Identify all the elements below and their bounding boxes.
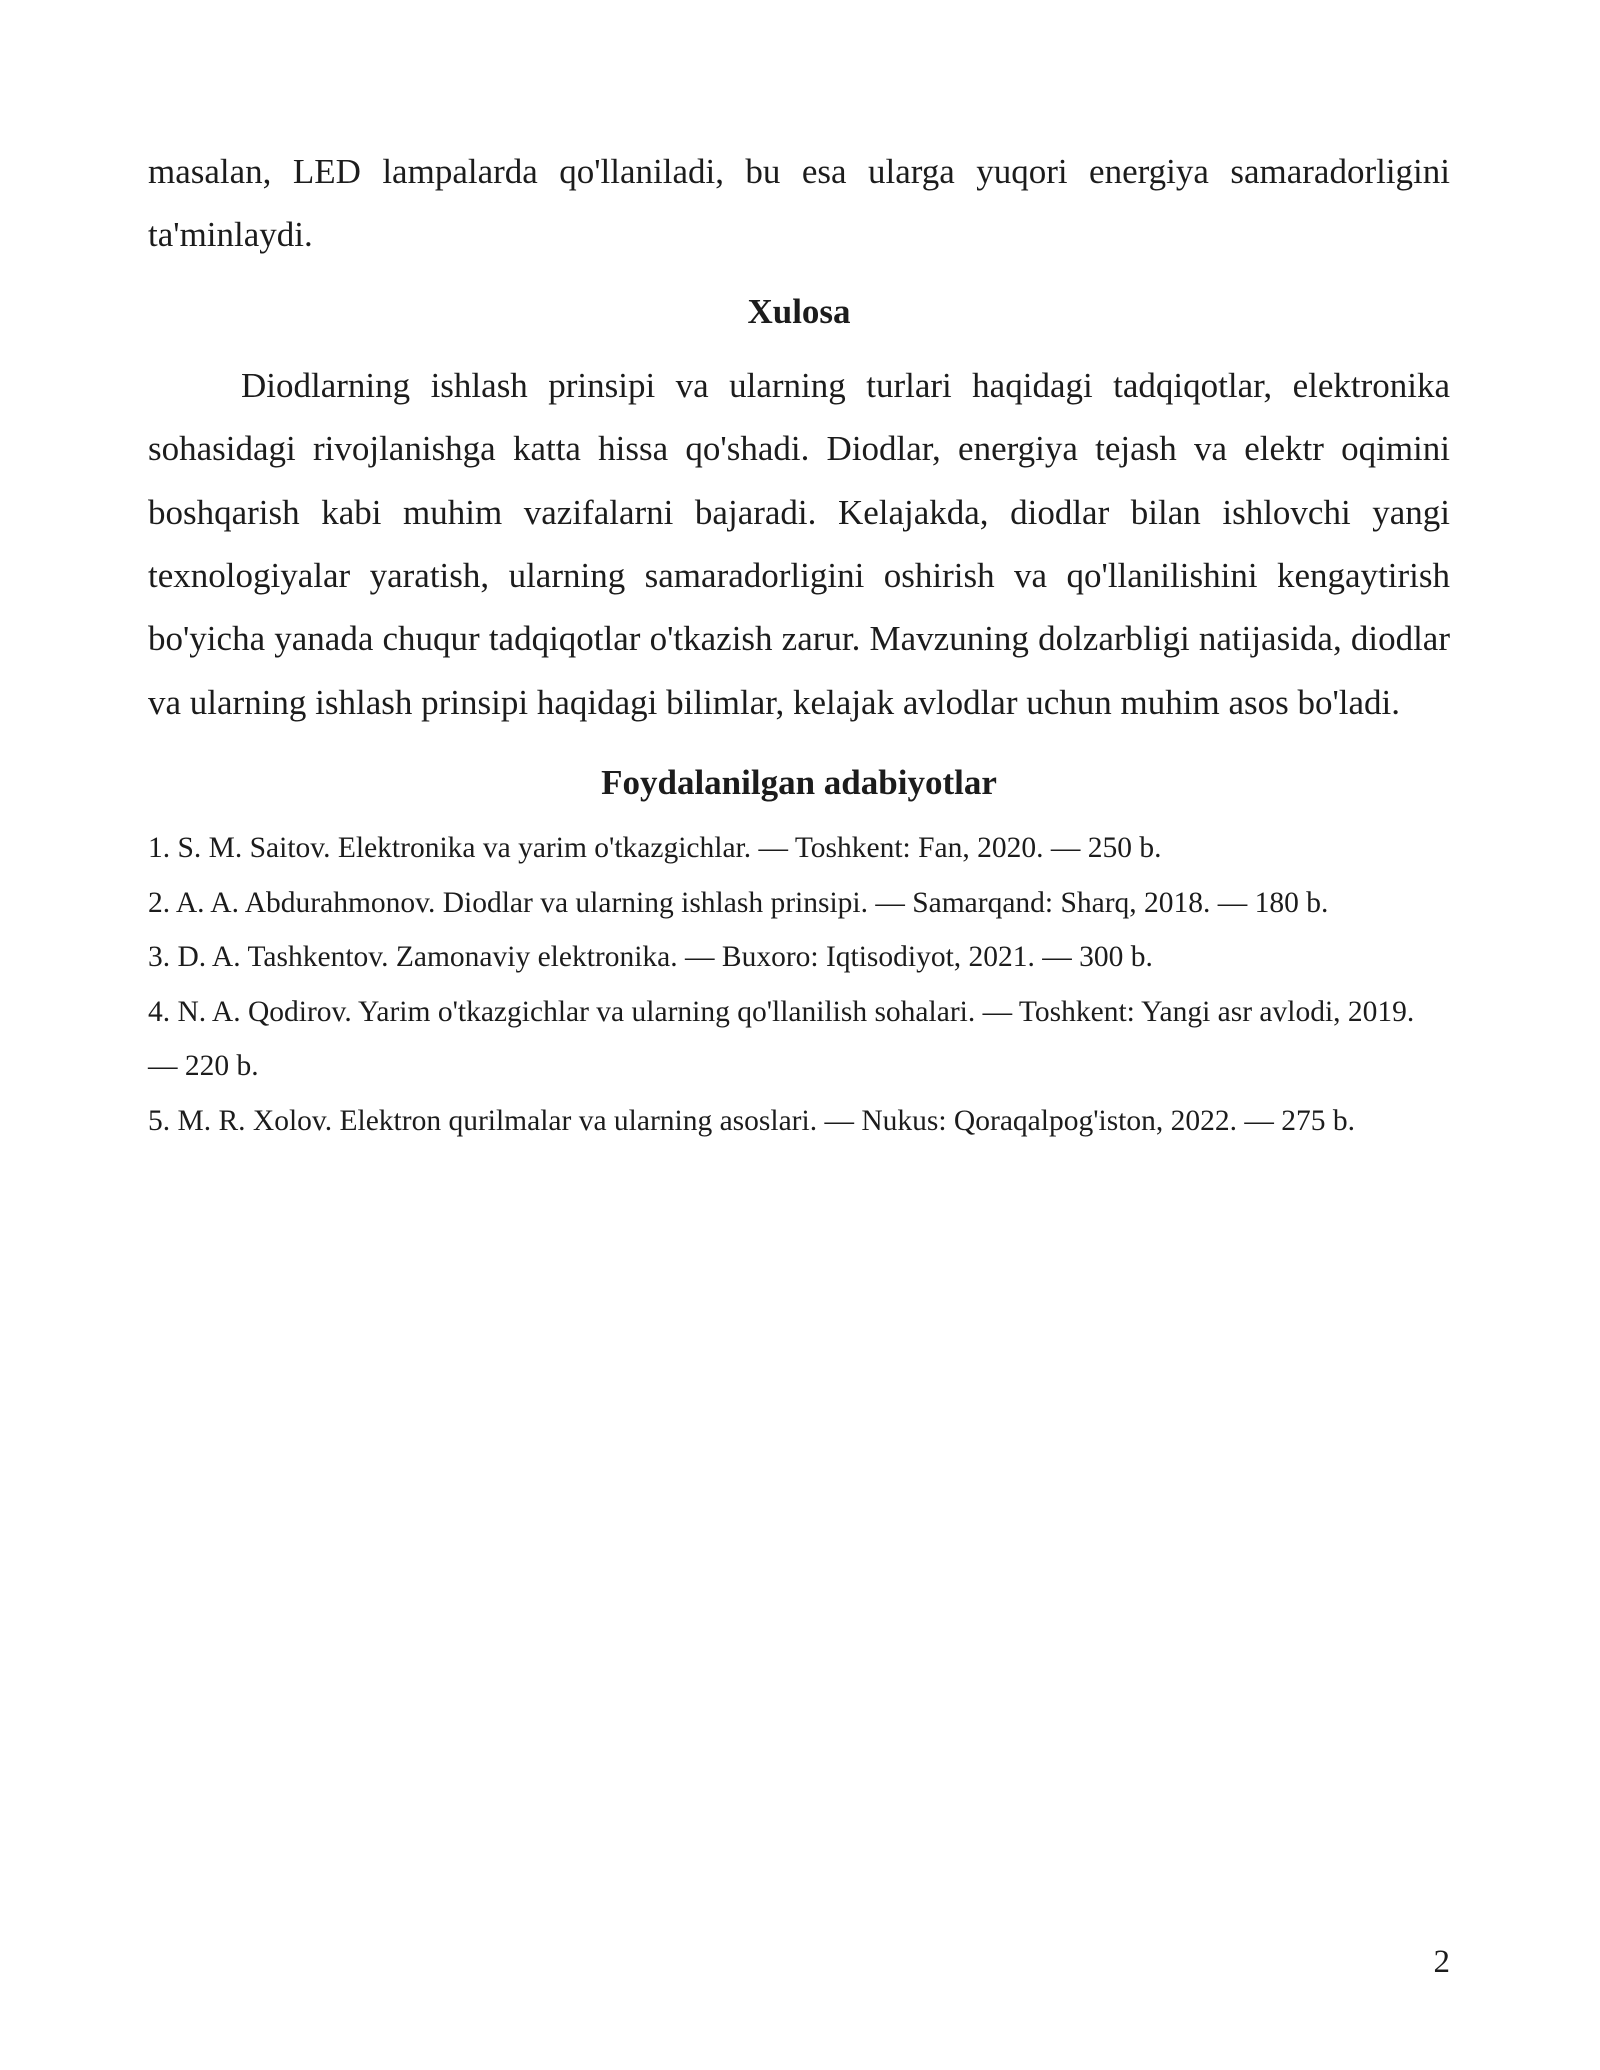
reference-item-4: 4. N. A. Qodirov. Yarim o'tkazgichlar va ularning qo'llanilish sohalari. — Toshkent: Yangi asr avlodi, 2019. — 220 b.	[148, 995, 1415, 1083]
conclusion-heading: Xulosa	[747, 291, 851, 331]
continuation-paragraph: masalan, LED lampalarda qo'llaniladi, bu esa ularga yuqori energiya samaradorligini ta'minlaydi.	[148, 152, 1450, 255]
references-heading: Foydalanilgan adabiyotlar	[601, 763, 997, 803]
reference-item-1: 1. S. M. Saitov. Elektronika va yarim o'tkazgichlar. — Toshkent: Fan, 2020. — 250 b.	[148, 832, 1162, 865]
conclusion-paragraph: Diodlarning ishlash prinsipi va ularning turlari haqidagi tadqiqotlar, elektronika sohasidagi rivojlanishga katta hissa qo'shadi. Diodlar, energiya tejash va elektr oqimini boshqarish kabi muhim vazifalarni bajaradi. Kelajakda, diodlar bilan ishlovchi yangi texnologiyalar yaratish, ularning samaradorligini oshirish va qo'llanilishini kengaytirish bo'yicha yanada chuqur tadqiqotlar o'tkazish zarur. Mavzuning dolzarbligi natijasida, diodlar va ularning ishlash prinsipi haqidagi bilimlar, kelajak avlodlar uchun muhim asos bo'ladi.	[148, 365, 1450, 722]
references-list	[148, 821, 1450, 1148]
reference-item-5: 5. M. R. Xolov. Elektron qurilmalar va ularning asoslari. — Nukus: Qoraqalpog'iston, 2022. — 275 b.	[148, 1104, 1356, 1137]
reference-item-3: 3. D. A. Tashkentov. Zamonaviy elektronika. — Buxoro: Iqtisodiyot, 2021. — 300 b.	[148, 941, 1153, 974]
reference-item-2: 2. A. A. Abdurahmonov. Diodlar va ularning ishlash prinsipi. — Samarqand: Sharq, 2018. — 180 b.	[148, 886, 1329, 919]
document-page	[148, 140, 1450, 1148]
page-number: 2	[1433, 1944, 1450, 1980]
